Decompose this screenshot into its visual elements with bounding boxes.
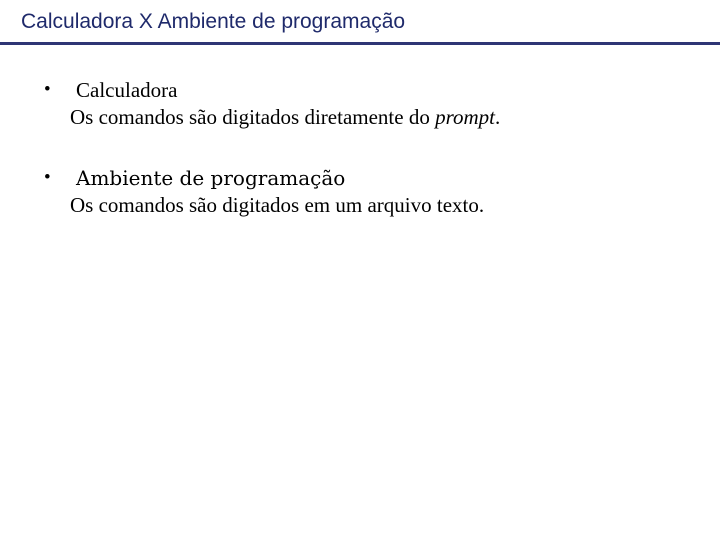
title-divider	[0, 42, 720, 45]
bullet-item-ambiente-de-programacao	[44, 165, 485, 219]
slide-title: Calculadora X Ambiente de programação	[21, 10, 406, 33]
bullet-heading-row	[44, 165, 458, 191]
bullet-marker: •	[44, 79, 51, 100]
bullet-item-calculadora	[44, 77, 501, 131]
bullet-description	[70, 191, 484, 219]
bullet-marker: •	[44, 167, 51, 188]
bullet-heading-row	[44, 77, 474, 103]
bullet-description-text: Os comandos são digitados diretamente do	[70, 105, 436, 129]
bullet-description-end: .	[495, 105, 501, 129]
emphasis-prompt: prompt	[435, 105, 495, 129]
bullet-description-text: Os comandos são digitados em um arquivo texto.	[70, 193, 485, 217]
bullet-heading: Ambiente de programação	[76, 166, 346, 190]
bullet-description	[70, 103, 500, 131]
bullet-heading: Calculadora	[76, 78, 178, 102]
